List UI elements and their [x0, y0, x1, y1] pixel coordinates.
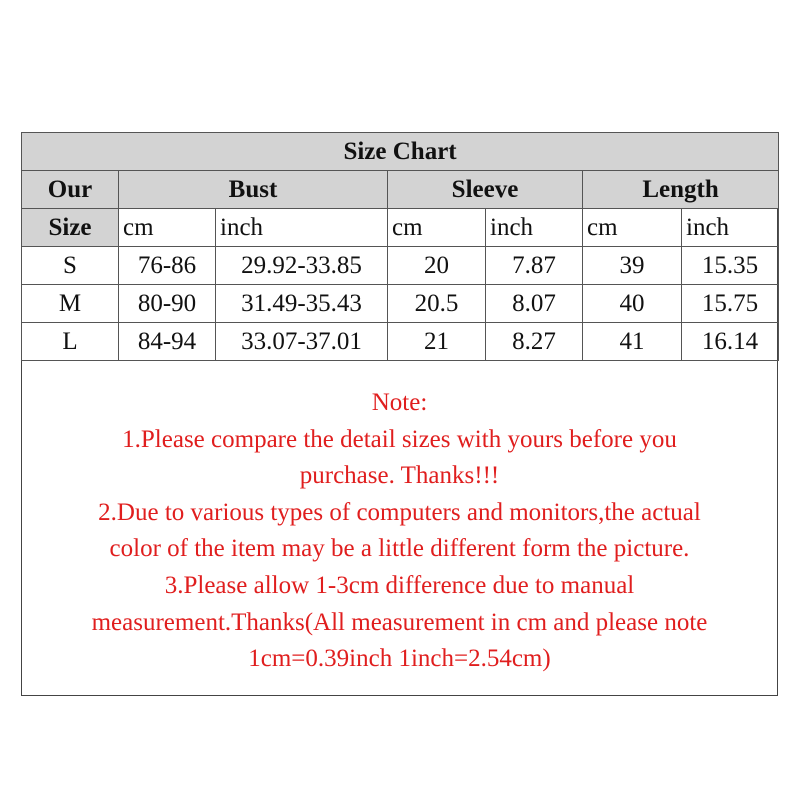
- header-sleeve: Sleeve: [388, 171, 583, 209]
- header-size: Size: [22, 209, 119, 247]
- size-label: L: [22, 323, 119, 361]
- length-inch-value: 15.75: [682, 285, 779, 323]
- title-row: [22, 133, 779, 171]
- unit-sleeve-cm: cm: [388, 209, 486, 247]
- unit-bust-cm: cm: [119, 209, 216, 247]
- bust-cm-value: 76-86: [119, 247, 216, 285]
- size-label: S: [22, 247, 119, 285]
- sleeve-cm-value: 20: [388, 247, 486, 285]
- note-line: measurement.Thanks(All measurement in cm and please note: [91, 608, 708, 636]
- bust-cm-value: 84-94: [119, 323, 216, 361]
- note-line: 3.Please allow 1-3cm difference due to manual: [164, 571, 635, 599]
- length-cm-value: 41: [583, 323, 682, 361]
- unit-bust-inch: inch: [216, 209, 388, 247]
- table-row-l: [22, 323, 779, 361]
- unit-length-cm: cm: [583, 209, 682, 247]
- header-bust: Bust: [119, 171, 388, 209]
- sleeve-inch-value: 8.27: [486, 323, 583, 361]
- header-row: [22, 171, 779, 209]
- sleeve-cm-value: 20.5: [388, 285, 486, 323]
- notes-block: [21, 385, 778, 678]
- unit-sleeve-inch: inch: [486, 209, 583, 247]
- bust-inch-value: 29.92-33.85: [216, 247, 388, 285]
- note-line: 2.Due to various types of computers and monitors,the actual: [98, 498, 701, 526]
- table-row-m: [22, 285, 779, 323]
- sleeve-inch-value: 7.87: [486, 247, 583, 285]
- note-line: color of the item may be a little different form the picture.: [109, 535, 690, 563]
- note-line: purchase. Thanks!!!: [299, 462, 500, 490]
- header-length: Length: [583, 171, 779, 209]
- sleeve-inch-value: 8.07: [486, 285, 583, 323]
- unit-length-inch: inch: [682, 209, 779, 247]
- note-line: 1cm=0.39inch 1inch=2.54cm): [248, 645, 551, 673]
- bust-inch-value: 33.07-37.01: [216, 323, 388, 361]
- size-label: M: [22, 285, 119, 323]
- length-inch-value: 15.35: [682, 247, 779, 285]
- unit-row: [22, 209, 779, 247]
- size-chart-table: [21, 132, 779, 361]
- note-heading: Note:: [371, 389, 428, 416]
- sleeve-cm-value: 21: [388, 323, 486, 361]
- bust-inch-value: 31.49-35.43: [216, 285, 388, 323]
- bust-cm-value: 80-90: [119, 285, 216, 323]
- header-our: Our: [22, 171, 119, 209]
- length-cm-value: 40: [583, 285, 682, 323]
- chart-title: Size Chart: [22, 133, 779, 171]
- length-inch-value: 16.14: [682, 323, 779, 361]
- length-cm-value: 39: [583, 247, 682, 285]
- table-row-s: [22, 247, 779, 285]
- note-line: 1.Please compare the detail sizes with yours before you: [122, 425, 677, 453]
